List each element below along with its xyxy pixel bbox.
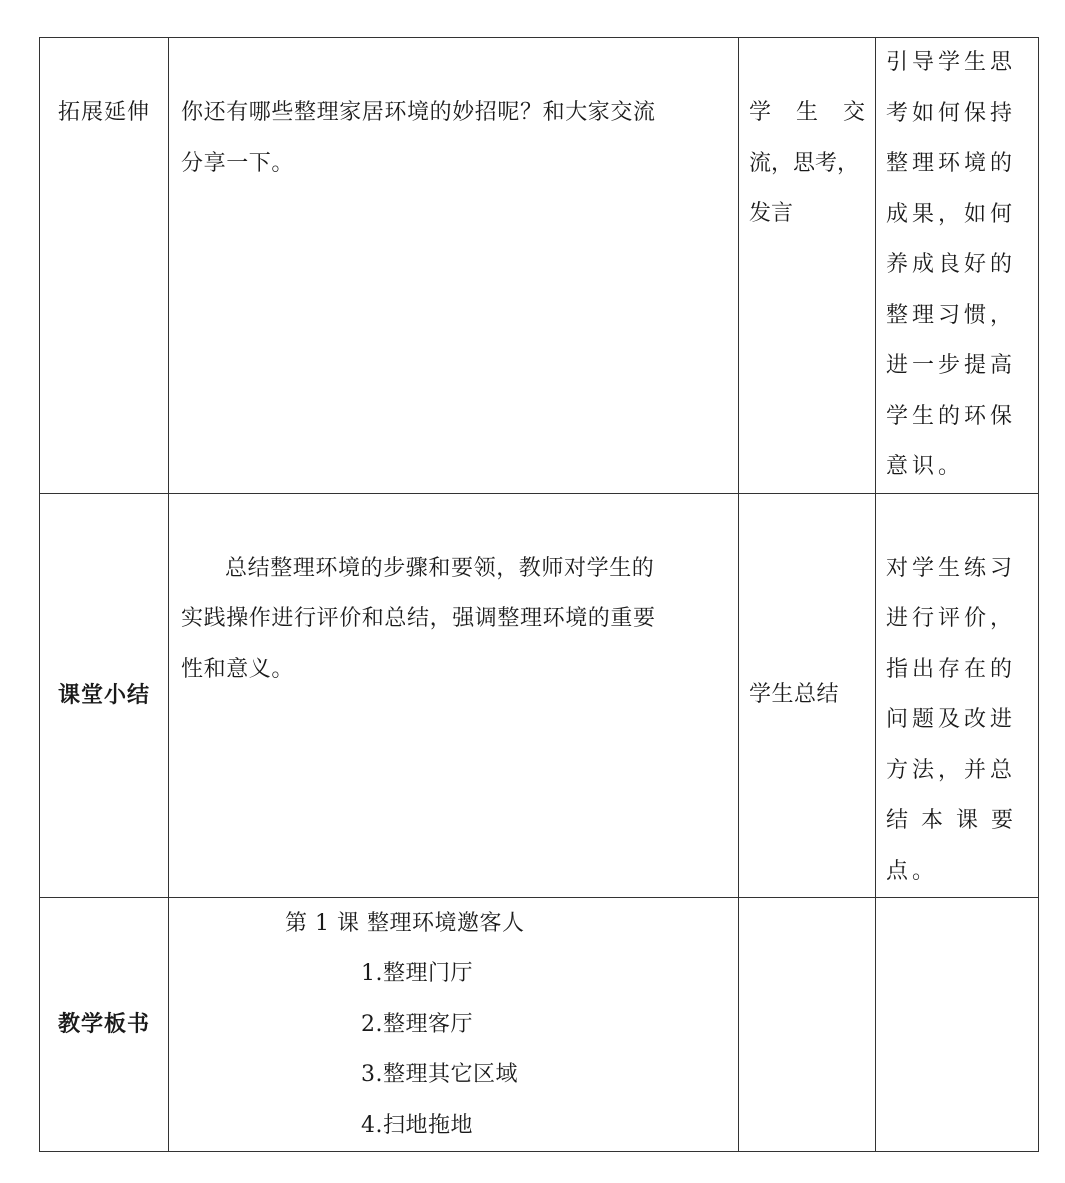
board-title: 第 1 课 整理环境邀客人 bbox=[285, 911, 525, 936]
blackboard-content-cell bbox=[169, 898, 739, 1152]
student-activity-char: 生 bbox=[795, 100, 818, 125]
student-activity-line: 流，思考， bbox=[749, 150, 860, 176]
board-item: 4.扫地拖地 bbox=[361, 1112, 473, 1138]
board-item: 1.整理门厅 bbox=[361, 961, 473, 986]
design-intent-line: 引导学生思 bbox=[886, 50, 1017, 75]
table-row-blackboard bbox=[40, 898, 1039, 1152]
empty-student-activity-cell bbox=[739, 898, 876, 1152]
design-intent-line: 进行评价， bbox=[886, 606, 1017, 631]
design-intent-cell bbox=[876, 493, 1039, 898]
design-intent-line: 结本课要 bbox=[886, 808, 1027, 833]
empty-design-intent-cell bbox=[876, 898, 1039, 1152]
design-intent-line: 整理环境的 bbox=[886, 151, 1017, 176]
design-intent-line: 成果，如何 bbox=[886, 201, 1017, 227]
student-activity-char: 交 bbox=[842, 100, 865, 125]
content-line: 你还有哪些整理家居环境的妙招呢？和大家交流 bbox=[181, 100, 656, 125]
lesson-plan-table bbox=[39, 37, 1039, 1152]
design-intent-line: 问题及改进 bbox=[886, 707, 1017, 732]
row-label-summary bbox=[40, 493, 169, 898]
design-intent-line: 考如何保持 bbox=[886, 100, 1017, 126]
content-line: 性和意义。 bbox=[181, 656, 295, 682]
table-row-summary bbox=[40, 493, 1039, 898]
design-intent-line: 指出存在的 bbox=[886, 656, 1017, 682]
design-intent-line: 进一步提高 bbox=[886, 353, 1017, 378]
design-intent-line: 整理习惯， bbox=[886, 302, 1017, 328]
student-activity-line bbox=[749, 88, 865, 139]
row-label-blackboard bbox=[40, 898, 169, 1152]
design-intent-cell bbox=[876, 38, 1039, 494]
row-label-text: 教学板书 bbox=[57, 1011, 150, 1038]
board-item: 2.整理客厅 bbox=[361, 1011, 473, 1037]
design-intent-line: 方法，并总 bbox=[886, 757, 1017, 783]
content-line: 总结整理环境的步骤和要领，教师对学生的 bbox=[225, 555, 655, 581]
design-intent-line: 学生的环保 bbox=[886, 403, 1017, 429]
table-row-extension bbox=[40, 38, 1039, 494]
design-intent-line: 意识。 bbox=[886, 454, 965, 479]
design-intent-line: 养成良好的 bbox=[886, 252, 1017, 277]
content-line: 分享一下。 bbox=[181, 150, 295, 176]
content-line: 实践操作进行评价和总结，强调整理环境的重要 bbox=[181, 606, 656, 631]
teaching-content-cell bbox=[169, 38, 739, 494]
row-label-text: 课堂小结 bbox=[57, 682, 150, 708]
student-activity-cell bbox=[739, 38, 876, 494]
design-intent-line: 点。 bbox=[886, 858, 939, 884]
row-label-extension bbox=[40, 38, 169, 494]
student-activity-char: 学 bbox=[749, 100, 772, 125]
teaching-content-cell bbox=[169, 493, 739, 898]
design-intent-line: 对学生练习 bbox=[886, 555, 1017, 581]
student-activity-cell bbox=[739, 493, 876, 898]
student-activity-text: 学生总结 bbox=[749, 682, 840, 707]
board-list bbox=[361, 949, 518, 1151]
student-activity-line: 发言 bbox=[749, 201, 794, 226]
row-label-text: 拓展延伸 bbox=[57, 100, 150, 125]
board-item: 3.整理其它区域 bbox=[361, 1062, 518, 1087]
